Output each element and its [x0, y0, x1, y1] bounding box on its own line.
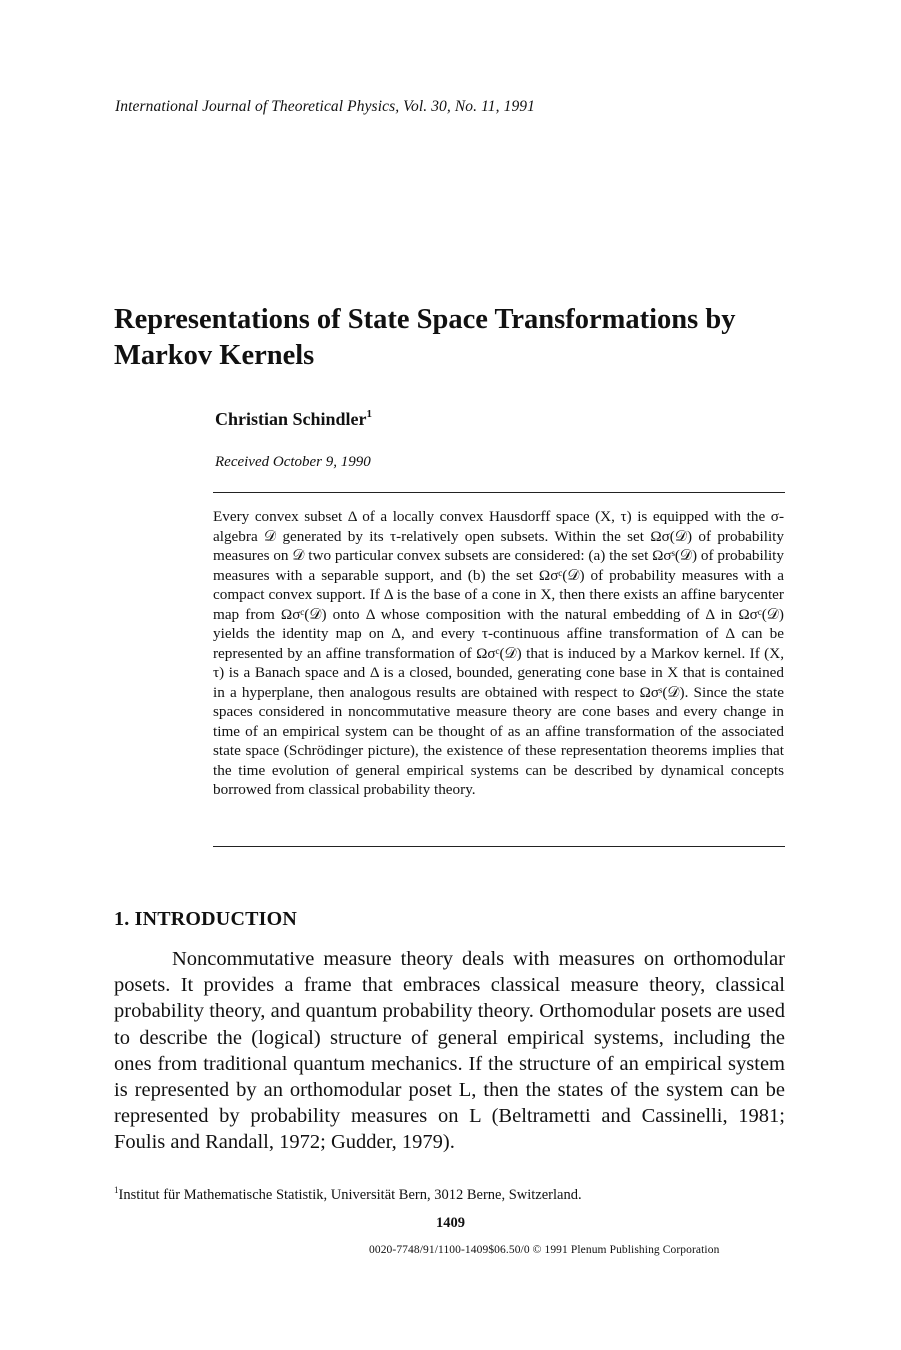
- author-name: Christian Schindler: [215, 409, 367, 429]
- section-heading: 1. INTRODUCTION: [114, 908, 298, 930]
- abstract-bottom-rule: [213, 846, 785, 847]
- copyright-line: 0020-7748/91/1100-1409$06.50/0 © 1991 Plenum Publishing Corporation: [369, 1244, 720, 1256]
- author-affiliation-footnote: [114, 1185, 582, 1204]
- introduction-paragraph: Noncommutative measure theory deals with measures on orthomodular posets. It provides a frame that embraces classical measure theory, classical probability theory, and quantum probability theory. Orthomodular posets are used to describe the (logical) structure of general empirical systems, including the ones from traditional quantum mechanics. If the structure of an empirical system is represented by an orthomodular poset L, then the states of the system can be represented by probability measures on L (Beltrametti and Cassinelli, 1981; Foulis and Randall, 1972; Gudder, 1979).: [114, 948, 785, 1154]
- article-title: Representations of State Space Transformations by Markov Kernels: [114, 304, 736, 371]
- author-line: [215, 408, 372, 430]
- journal-citation: International Journal of Theoretical Physics, Vol. 30, No. 11, 1991: [115, 98, 535, 115]
- received-date: Received October 9, 1990: [215, 454, 371, 470]
- abstract-top-rule: [213, 492, 785, 493]
- abstract-text: Every convex subset Δ of a locally convex Hausdorff space (X, τ) is equipped with the σ-algebra 𝒟 generated by its τ-relatively open subsets. Within the set Ωσ(𝒟) of probability measures on 𝒟 two particular convex subsets are considered: (a) the set Ωσˢ(𝒟) of probability measures with a separable support, and (b) the set Ωσᶜ(𝒟) of probability measures with a compact convex support. If Δ is the base of a cone in X, then there exists an affine barycenter map from Ωσᶜ(𝒟) onto Δ whose composition with the natural embedding of Δ in Ωσᶜ(𝒟) yields the identity map on Δ, and every τ-continuous affine transformation of Δ can be represented by an affine transformation of Ωσᶜ(𝒟) that is induced by a Markov kernel. If (X, τ) is a Banach space and Δ is a closed, bounded, generating cone base in X that is contained in a hyperplane, then analogous results are obtained with respect to Ωσˢ(𝒟). Since the state spaces considered in noncommutative measure theory are cone bases and every change in time of an empirical system can be thought of as an affine transformation of the associated state space (Schrödinger picture), the existence of these representation theorems implies that the time evolution of general empirical systems can be described by dynamical concepts borrowed from classical probability theory.: [213, 508, 784, 798]
- author-footnote-mark: 1: [366, 408, 373, 420]
- footnote-text: Institut für Mathematische Statistik, Universität Bern, 3012 Berne, Switzerland.: [118, 1187, 582, 1203]
- page-number: 1409: [436, 1215, 465, 1231]
- footnote-mark: 1: [114, 1185, 119, 1195]
